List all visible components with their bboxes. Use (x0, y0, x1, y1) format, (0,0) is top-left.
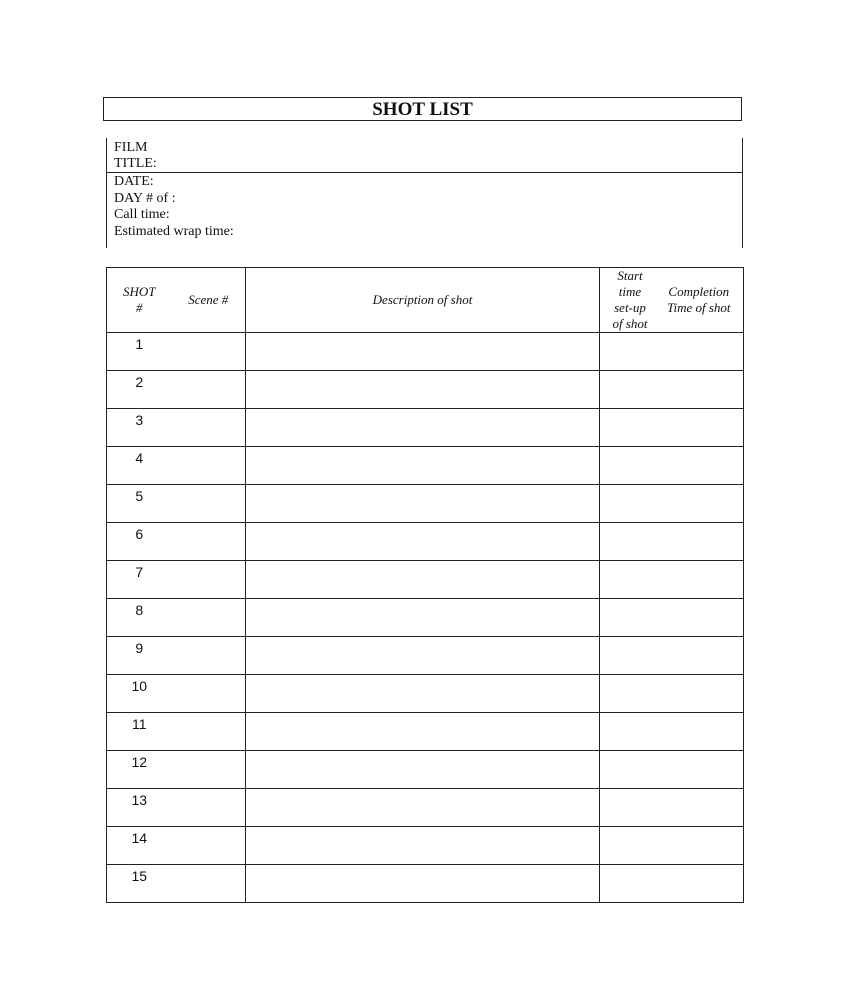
table-row (107, 447, 744, 485)
completion-time-cell[interactable] (655, 637, 744, 675)
scene-cell[interactable] (172, 789, 246, 827)
completion-header (655, 268, 744, 333)
completion-time-cell[interactable] (655, 485, 744, 523)
shot-number-cell: 15 (107, 865, 172, 903)
start-time-cell[interactable] (600, 827, 655, 865)
shot-number-cell: 2 (107, 371, 172, 409)
scene-cell[interactable] (172, 751, 246, 789)
start-time-cell[interactable] (600, 409, 655, 447)
info-divider (107, 172, 742, 173)
shot-number-cell: 4 (107, 447, 172, 485)
completion-time-cell[interactable] (655, 599, 744, 637)
description-cell[interactable] (246, 713, 600, 751)
scene-cell[interactable] (172, 865, 246, 903)
start-time-cell[interactable] (600, 713, 655, 751)
page-title: SHOT LIST (372, 99, 473, 120)
start-time-cell[interactable] (600, 637, 655, 675)
description-cell[interactable] (246, 485, 600, 523)
start-text-3: set-up (614, 300, 646, 315)
description-cell[interactable] (246, 637, 600, 675)
shot-number-cell: 12 (107, 751, 172, 789)
table-row (107, 485, 744, 523)
shot-number-cell: 11 (107, 713, 172, 751)
table-header-row (107, 268, 744, 333)
start-text-2: time (618, 284, 642, 299)
scene-cell[interactable] (172, 599, 246, 637)
table-row (107, 827, 744, 865)
film-label: FILM (114, 140, 148, 155)
start-text-1: Start (617, 268, 643, 283)
scene-cell[interactable] (172, 333, 246, 371)
completion-time-cell[interactable] (655, 409, 744, 447)
description-cell[interactable] (246, 675, 600, 713)
table-row (107, 865, 744, 903)
start-time-cell[interactable] (600, 523, 655, 561)
title-label: TITLE: (114, 156, 157, 171)
call-time-label: Call time: (114, 207, 170, 222)
shot-number-cell: 8 (107, 599, 172, 637)
day-label: DAY # of : (114, 191, 176, 206)
completion-text-1: Completion (668, 284, 730, 299)
completion-time-cell[interactable] (655, 789, 744, 827)
completion-time-cell[interactable] (655, 675, 744, 713)
scene-cell[interactable] (172, 523, 246, 561)
description-cell[interactable] (246, 561, 600, 599)
scene-cell[interactable] (172, 409, 246, 447)
shot-rows (107, 333, 744, 903)
wrap-time-label: Estimated wrap time: (114, 224, 234, 239)
completion-time-cell[interactable] (655, 371, 744, 409)
completion-time-cell[interactable] (655, 523, 744, 561)
shot-number-cell: 5 (107, 485, 172, 523)
shot-hash-text: # (136, 300, 143, 315)
shot-number-cell: 13 (107, 789, 172, 827)
start-time-cell[interactable] (600, 751, 655, 789)
start-time-cell[interactable] (600, 485, 655, 523)
scene-cell[interactable] (172, 637, 246, 675)
table-row (107, 523, 744, 561)
completion-time-cell[interactable] (655, 333, 744, 371)
table-row (107, 751, 744, 789)
shot-table (106, 267, 744, 903)
shot-number-cell: 10 (107, 675, 172, 713)
start-time-cell[interactable] (600, 333, 655, 371)
scene-cell[interactable] (172, 827, 246, 865)
table-row (107, 371, 744, 409)
completion-time-cell[interactable] (655, 751, 744, 789)
start-time-cell[interactable] (600, 599, 655, 637)
scene-cell[interactable] (172, 447, 246, 485)
start-time-header (600, 268, 655, 333)
start-time-cell[interactable] (600, 447, 655, 485)
description-cell[interactable] (246, 371, 600, 409)
title-box (103, 97, 742, 121)
start-time-cell[interactable] (600, 675, 655, 713)
completion-time-cell[interactable] (655, 561, 744, 599)
description-cell[interactable] (246, 827, 600, 865)
completion-time-cell[interactable] (655, 447, 744, 485)
start-time-cell[interactable] (600, 865, 655, 903)
shot-number-cell: 1 (107, 333, 172, 371)
description-cell[interactable] (246, 447, 600, 485)
start-time-cell[interactable] (600, 789, 655, 827)
completion-time-cell[interactable] (655, 827, 744, 865)
table-row (107, 637, 744, 675)
shot-number-cell: 3 (107, 409, 172, 447)
table-row (107, 675, 744, 713)
completion-time-cell[interactable] (655, 865, 744, 903)
description-header: Description of shot (246, 268, 600, 333)
description-cell[interactable] (246, 789, 600, 827)
scene-cell[interactable] (172, 561, 246, 599)
table-row (107, 599, 744, 637)
shot-number-header (107, 268, 172, 333)
scene-cell[interactable] (172, 675, 246, 713)
shot-header-text: SHOT (122, 284, 156, 299)
table-row (107, 333, 744, 371)
table-row (107, 409, 744, 447)
scene-cell[interactable] (172, 485, 246, 523)
scene-header: Scene # (172, 268, 246, 333)
description-cell[interactable] (246, 599, 600, 637)
shot-number-cell: 9 (107, 637, 172, 675)
start-time-cell[interactable] (600, 371, 655, 409)
table-row (107, 561, 744, 599)
completion-time-cell[interactable] (655, 713, 744, 751)
scene-cell[interactable] (172, 371, 246, 409)
table-row (107, 713, 744, 751)
shot-number-cell: 6 (107, 523, 172, 561)
description-cell[interactable] (246, 523, 600, 561)
start-text-4: of shot (612, 316, 648, 331)
info-box (106, 138, 743, 248)
description-cell[interactable] (246, 751, 600, 789)
scene-cell[interactable] (172, 713, 246, 751)
shot-number-cell: 7 (107, 561, 172, 599)
description-cell[interactable] (246, 409, 600, 447)
completion-text-2: Time of shot (666, 300, 731, 315)
description-cell[interactable] (246, 865, 600, 903)
date-label: DATE: (114, 174, 154, 189)
start-time-cell[interactable] (600, 561, 655, 599)
shot-number-cell: 14 (107, 827, 172, 865)
table-row (107, 789, 744, 827)
description-cell[interactable] (246, 333, 600, 371)
